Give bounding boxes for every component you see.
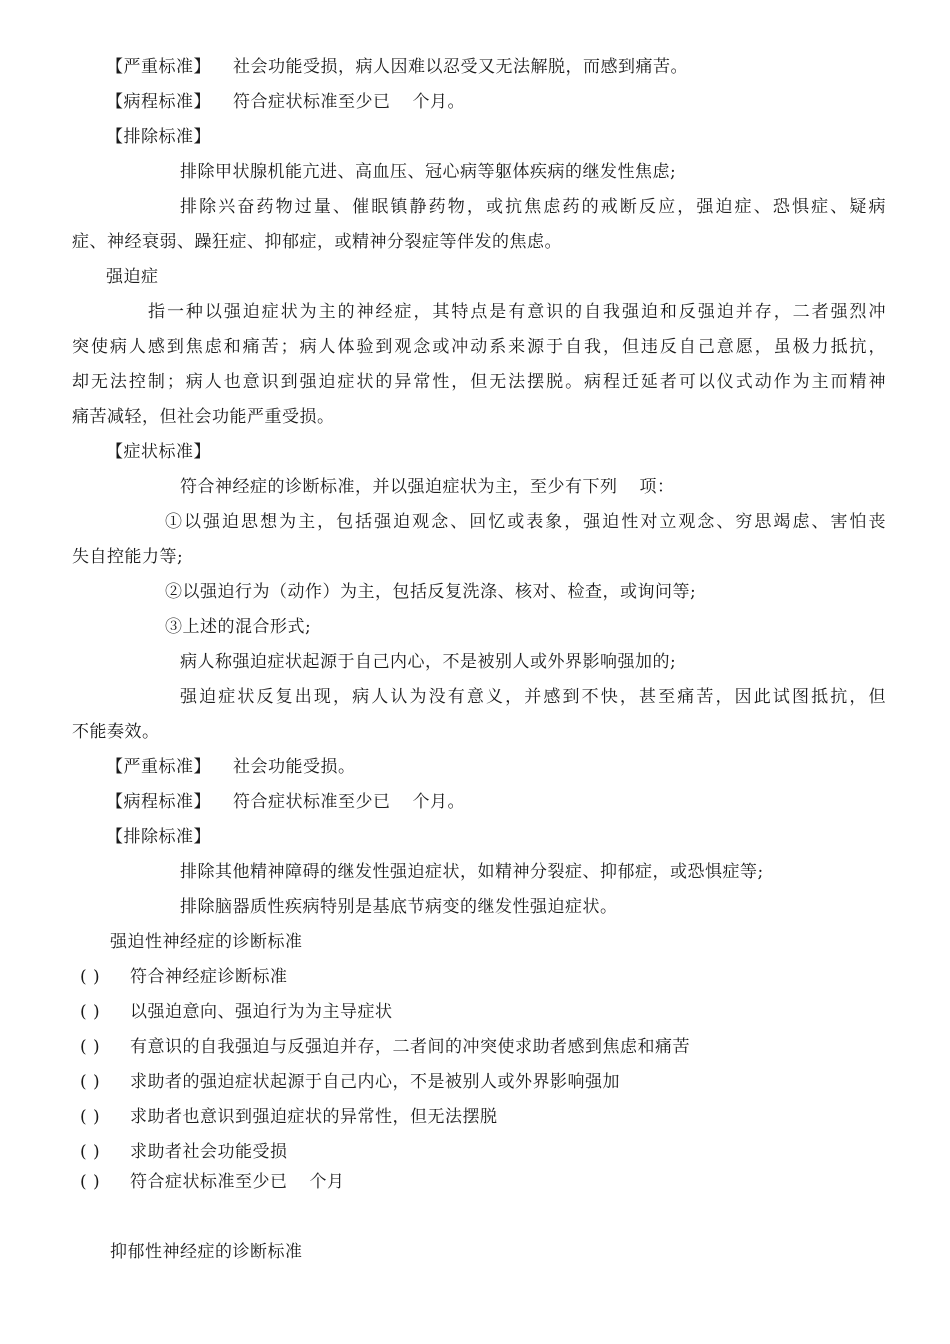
ocd-intro-line-4: 痛苦减轻，但社会功能严重受损。 xyxy=(72,407,335,427)
ocd-severity-text: 社会功能受损。 xyxy=(233,757,356,777)
symptom-item-1-line-2: 失自控能力等; xyxy=(72,547,184,567)
checklist-blank: ( ) xyxy=(80,1142,101,1162)
course-label: 【病程标准】 xyxy=(106,92,211,112)
checklist-item xyxy=(80,1000,393,1024)
checklist-blank: ( ) xyxy=(80,1002,101,1022)
checklist-text: 符合神经症诊断标准 xyxy=(130,967,288,987)
symptom-item-3: ③上述的混合形式; xyxy=(165,617,312,637)
checklist-text: 以强迫意向、强迫行为为主导症状 xyxy=(130,1002,393,1022)
severity-text: 社会功能受损，病人因难以忍受又无法解脱，而感到痛苦。 xyxy=(233,57,688,77)
checklist-blank: ( ) xyxy=(80,1107,101,1127)
checklist-text-suffix: 个月 xyxy=(309,1172,345,1192)
symptom-item-2: ②以强迫行为（动作）为主，包括反复洗涤、核对、检查，或询问等; xyxy=(165,582,697,602)
checklist-text: 求助者的强迫症状起源于自己内心，不是被别人或外界影响强加 xyxy=(130,1072,620,1092)
checklist-text: 有意识的自我强迫与反强迫并存，二者间的冲突使求助者感到焦虑和痛苦 xyxy=(130,1037,690,1057)
ocd-neurosis-heading: 强迫性神经症的诊断标准 xyxy=(110,932,303,952)
course-criteria xyxy=(106,90,465,114)
ocd-course-text: 符合症状标准至少已 xyxy=(233,792,391,812)
checklist-item xyxy=(80,965,288,989)
ocd-intro-line-2: 突使病人感到焦虑和痛苦；病人体验到观念或冲动系来源于自我，但违反自己意愿，虽极力抵抗， xyxy=(72,337,886,357)
exclusion-item-2-line-2: 症、神经衰弱、躁狂症、抑郁症，或精神分裂症等伴发的焦虑。 xyxy=(72,232,562,252)
checklist-text: 求助者也意识到强迫症状的异常性，但无法摆脱 xyxy=(130,1107,498,1127)
course-text: 符合症状标准至少已 xyxy=(233,92,391,112)
depression-heading: 抑郁性神经症的诊断标准 xyxy=(110,1242,303,1262)
ocd-course-label: 【病程标准】 xyxy=(106,792,211,812)
symptom-note-2-line-1: 强迫症状反复出现，病人认为没有意义，并感到不快，甚至痛苦，因此试图抵抗，但 xyxy=(180,687,886,707)
ocd-course-criteria xyxy=(106,790,465,814)
severity-label: 【严重标准】 xyxy=(106,57,211,77)
ocd-exclusion-item-2: 排除脑器质性疾病特别是基底节病变的继发性强迫症状。 xyxy=(180,897,618,917)
checklist-item xyxy=(80,1105,498,1129)
symptom-intro xyxy=(180,475,675,499)
ocd-intro-line-1: 指一种以强迫症状为主的神经症，其特点是有意识的自我强迫和反强迫并存，二者强烈冲 xyxy=(148,302,886,322)
symptom-label: 【症状标准】 xyxy=(106,442,211,462)
symptom-intro-suffix: 项： xyxy=(639,477,675,497)
ocd-intro-line-3: 却无法控制；病人也意识到强迫症状的异常性，但无法摆脱。病程迁延者可以仪式动作为主而精神 xyxy=(72,372,886,392)
symptom-note-2-line-2: 不能奏效。 xyxy=(72,722,160,742)
exclusion-label: 【排除标准】 xyxy=(106,127,211,147)
symptom-intro-text: 符合神经症的诊断标准，并以强迫症状为主，至少有下列 xyxy=(180,477,618,497)
ocd-exclusion-label: 【排除标准】 xyxy=(106,827,211,847)
checklist-item xyxy=(80,1035,690,1059)
checklist-text: 求助者社会功能受损 xyxy=(130,1142,288,1162)
exclusion-item-1: 排除甲状腺机能亢进、高血压、冠心病等躯体疾病的继发性焦虑; xyxy=(180,162,677,182)
symptom-item-1-line-1: ①以强迫思想为主，包括强迫观念、回忆或表象，强迫性对立观念、穷思竭虑、害怕丧 xyxy=(165,512,886,532)
checklist-item xyxy=(80,1070,620,1094)
checklist-text: 符合症状标准至少已 xyxy=(130,1172,288,1192)
exclusion-item-2-line-1: 排除兴奋药物过量、催眠镇静药物，或抗焦虑药的戒断反应，强迫症、恐惧症、疑病 xyxy=(180,197,886,217)
checklist-blank: ( ) xyxy=(80,1037,101,1057)
checklist-item xyxy=(80,1140,288,1164)
ocd-severity-label: 【严重标准】 xyxy=(106,757,211,777)
checklist-blank: ( ) xyxy=(80,1172,101,1192)
symptom-note-1: 病人称强迫症状起源于自己内心，不是被别人或外界影响强加的; xyxy=(180,652,677,672)
ocd-heading: 强迫症 xyxy=(106,267,159,287)
ocd-severity-criteria xyxy=(106,755,356,779)
course-text-suffix: 个月。 xyxy=(412,92,465,112)
checklist-blank: ( ) xyxy=(80,967,101,987)
ocd-course-text-suffix: 个月。 xyxy=(412,792,465,812)
severity-criteria xyxy=(106,55,688,79)
checklist-item xyxy=(80,1170,345,1194)
checklist-blank: ( ) xyxy=(80,1072,101,1092)
ocd-exclusion-item-1: 排除其他精神障碍的继发性强迫症状，如精神分裂症、抑郁症，或恐惧症等; xyxy=(180,862,764,882)
